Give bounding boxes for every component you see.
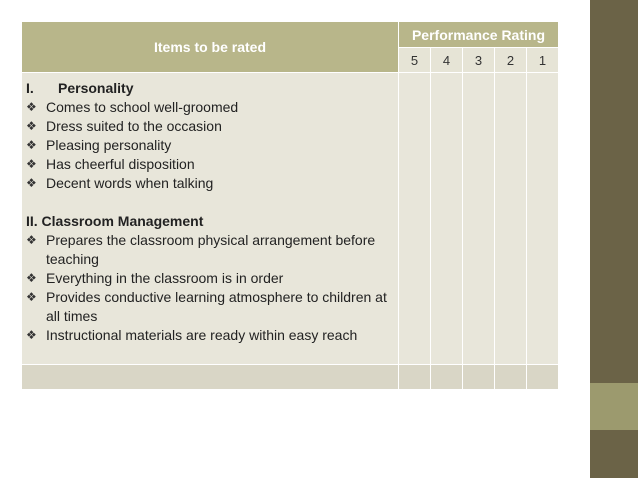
- diamond-bullet-icon: ❖: [26, 290, 37, 304]
- rating-2-header: 2: [495, 48, 527, 73]
- section-classroom-title: II. Classroom Management: [26, 213, 204, 229]
- diamond-bullet-icon: ❖: [26, 157, 37, 171]
- footer-cell: [527, 365, 559, 390]
- items-cell: [22, 73, 399, 365]
- list-item: ❖ Provides conductive learning atmosphere to children at all times: [26, 289, 387, 324]
- footer-cell: [463, 365, 495, 390]
- rating-table: [21, 21, 559, 390]
- rating-4-header: 4: [431, 48, 463, 73]
- footer-cell: [399, 365, 431, 390]
- rating-cell-4[interactable]: [431, 73, 463, 365]
- rating-5-header: 5: [399, 48, 431, 73]
- list-item: ❖ Prepares the classroom physical arrangement before teaching: [26, 232, 376, 267]
- diamond-bullet-icon: ❖: [26, 100, 37, 114]
- list-item: ❖ Instructional materials are ready within easy reach: [26, 327, 358, 343]
- rating-1-header: 1: [527, 48, 559, 73]
- footer-cell: [495, 365, 527, 390]
- list-item: ❖ Pleasing personality: [26, 137, 172, 153]
- rating-cell-3[interactable]: [463, 73, 495, 365]
- footer-cell: [431, 365, 463, 390]
- list-item: ❖ Everything in the classroom is in order: [26, 270, 284, 286]
- side-accent-block: [590, 383, 638, 430]
- rating-cell-1[interactable]: [527, 73, 559, 365]
- section-personality-title: I. Personality: [26, 80, 134, 96]
- diamond-bullet-icon: ❖: [26, 233, 37, 247]
- diamond-bullet-icon: ❖: [26, 271, 37, 285]
- rating-cell-2[interactable]: [495, 73, 527, 365]
- items-header: Items to be rated: [22, 22, 399, 73]
- diamond-bullet-icon: ❖: [26, 176, 37, 190]
- diamond-bullet-icon: ❖: [26, 138, 37, 152]
- diamond-bullet-icon: ❖: [26, 119, 37, 133]
- list-item: ❖ Comes to school well-groomed: [26, 99, 239, 115]
- footer-items-cell: [22, 365, 399, 390]
- rating-cell-5[interactable]: [399, 73, 431, 365]
- list-item: ❖ Dress suited to the occasion: [26, 118, 222, 134]
- list-item: ❖ Decent words when talking: [26, 175, 214, 191]
- performance-header: Performance Rating: [399, 22, 559, 48]
- list-item: ❖ Has cheerful disposition: [26, 156, 195, 172]
- rating-3-header: 3: [463, 48, 495, 73]
- diamond-bullet-icon: ❖: [26, 328, 37, 342]
